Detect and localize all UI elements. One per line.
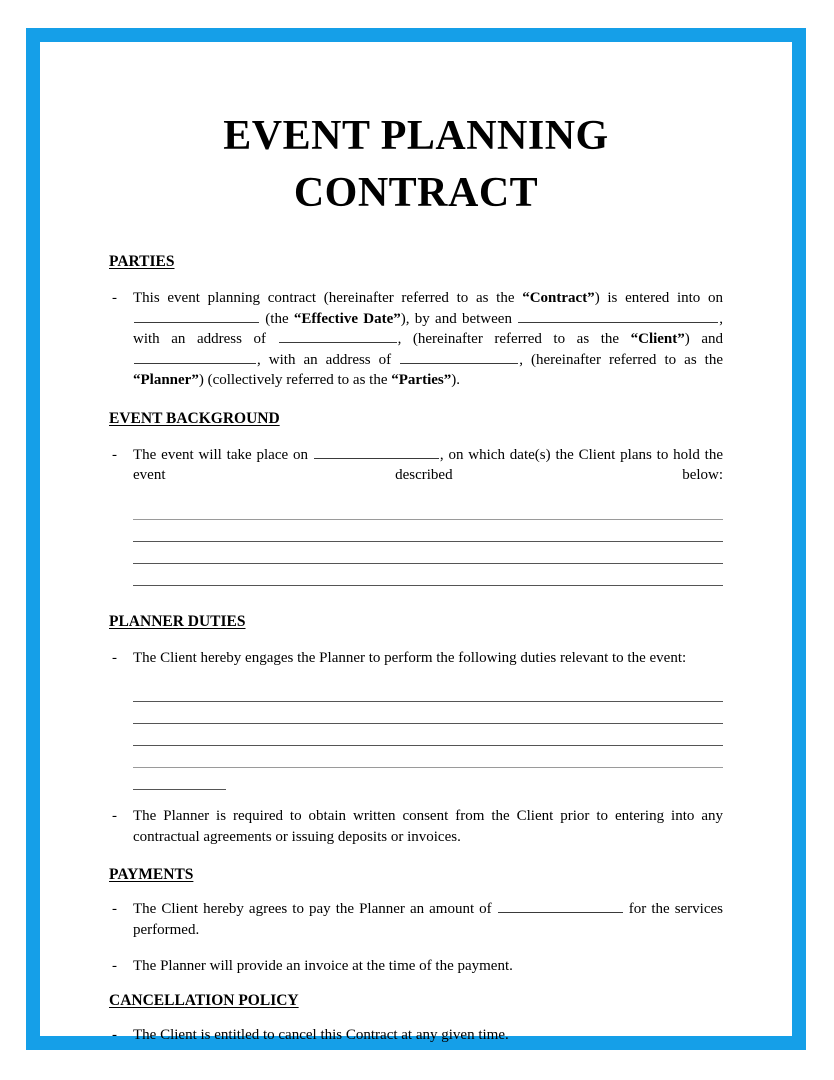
answer-line[interactable] bbox=[133, 520, 723, 542]
blank-client-name[interactable] bbox=[518, 309, 718, 323]
text-fragment: , (hereinafter referred to as the bbox=[397, 331, 631, 347]
document-content bbox=[109, 108, 723, 1045]
spacer bbox=[109, 668, 723, 680]
answer-line[interactable] bbox=[133, 746, 723, 768]
spacer bbox=[109, 391, 723, 409]
term-planner: “Planner” bbox=[133, 372, 199, 388]
term-client: “Client” bbox=[630, 331, 685, 347]
spacer bbox=[109, 272, 723, 288]
section-heading-planner-duties: PLANNER DUTIES bbox=[109, 612, 246, 630]
answer-line[interactable] bbox=[133, 542, 723, 564]
parties-clause bbox=[109, 288, 723, 391]
text-fragment: This event planning contract (hereinafter referred to as the bbox=[133, 290, 523, 306]
text-fragment: ) is entered into on bbox=[594, 290, 723, 306]
spacer bbox=[109, 885, 723, 899]
planner-duties-text-1: The Client hereby engages the Planner to perform the following duties relevant to the event: bbox=[133, 649, 687, 666]
answer-line[interactable] bbox=[133, 498, 723, 520]
cancellation-policy-text-1: The Client is entitled to cancel this Contract at any given time. bbox=[133, 1026, 509, 1043]
text-fragment: ) (collectively referred to as the bbox=[198, 372, 392, 388]
blank-payment-amount[interactable] bbox=[498, 899, 623, 913]
spacer bbox=[109, 486, 723, 498]
text-fragment: , on which date(s) the Client plans to hold the bbox=[439, 446, 724, 463]
text-fragment: with an address of bbox=[133, 331, 278, 347]
answer-line[interactable] bbox=[133, 564, 723, 586]
section-heading-cancellation-policy: CANCELLATION POLICY bbox=[109, 991, 299, 1009]
spacer bbox=[109, 977, 723, 991]
bullet-marker: - bbox=[112, 1026, 117, 1043]
section-heading-event-background: EVENT BACKGROUND bbox=[109, 409, 280, 427]
spacer bbox=[109, 632, 723, 648]
blank-client-address[interactable] bbox=[279, 329, 397, 343]
answer-line-short[interactable] bbox=[133, 768, 226, 790]
section-heading-parties: PARTIES bbox=[109, 253, 175, 270]
bullet-marker: - bbox=[112, 901, 117, 917]
section-heading-payments: PAYMENTS bbox=[109, 866, 194, 883]
planner-duties-clause-2 bbox=[109, 806, 723, 847]
answer-line[interactable] bbox=[133, 680, 723, 702]
event-background-clause bbox=[109, 445, 723, 486]
blank-planner-name[interactable] bbox=[134, 350, 256, 364]
planner-duties-clause-1 bbox=[109, 648, 723, 669]
spacer bbox=[109, 847, 723, 865]
blank-planner-address[interactable] bbox=[400, 350, 518, 364]
parties-line-3 bbox=[133, 329, 723, 350]
cancellation-policy-clause-1 bbox=[109, 1025, 723, 1046]
parties-line-4 bbox=[133, 350, 723, 371]
text-fragment: , bbox=[719, 310, 723, 327]
text-fragment: The event will take place on bbox=[133, 446, 308, 463]
spacer bbox=[109, 790, 723, 806]
parties-line-5 bbox=[133, 370, 723, 391]
text-fragment: (the bbox=[265, 310, 294, 327]
text-fragment: event bbox=[133, 467, 166, 483]
title-line-1: EVENT PLANNING bbox=[223, 113, 609, 159]
bullet-marker: - bbox=[112, 808, 117, 824]
parties-line-1 bbox=[133, 288, 723, 309]
term-contract: “Contract” bbox=[522, 290, 595, 306]
payments-text-2: The Planner will provide an invoice at the time of the payment. bbox=[133, 958, 513, 974]
payments-line-2: performed. bbox=[133, 921, 200, 938]
spacer bbox=[109, 1011, 723, 1025]
answer-line[interactable] bbox=[133, 724, 723, 746]
bullet-marker: - bbox=[112, 958, 117, 974]
bullet-marker: - bbox=[112, 446, 117, 463]
planner-duties-text-2: The Planner is required to obtain written consent from the Client prior to entering into any contractual agreements or issuing deposits or invoices. bbox=[133, 808, 723, 845]
text-fragment: ) and bbox=[684, 331, 723, 347]
term-effective-date: “Effective Date” bbox=[293, 310, 401, 327]
blank-event-date[interactable] bbox=[314, 445, 439, 459]
spacer bbox=[109, 429, 723, 445]
bullet-marker: - bbox=[112, 649, 117, 666]
text-fragment: ), by and between bbox=[400, 310, 512, 327]
payments-line-1 bbox=[133, 899, 723, 920]
event-background-line-2 bbox=[133, 465, 723, 486]
spacer bbox=[109, 586, 723, 612]
event-background-answer-lines bbox=[109, 498, 723, 586]
answer-line[interactable] bbox=[133, 702, 723, 724]
blank-effective-date[interactable] bbox=[134, 309, 259, 323]
planner-duties-answer-lines bbox=[109, 680, 723, 790]
parties-line-2 bbox=[133, 309, 723, 330]
event-background-line-1 bbox=[133, 445, 723, 466]
text-fragment: below: bbox=[682, 467, 724, 483]
text-fragment: , (hereinafter referred to as the bbox=[519, 351, 724, 368]
text-fragment: ). bbox=[451, 372, 460, 388]
term-parties: “Parties” bbox=[391, 372, 452, 388]
payments-clause-2 bbox=[109, 956, 723, 977]
text-fragment: , with an address of bbox=[257, 351, 400, 368]
payments-clause-1 bbox=[109, 899, 723, 940]
spacer bbox=[109, 940, 723, 956]
text-fragment: The Client hereby agrees to pay the Planner an amount of bbox=[133, 901, 492, 917]
page-title bbox=[109, 108, 723, 222]
title-line-2: CONTRACT bbox=[293, 170, 539, 216]
bullet-marker: - bbox=[112, 290, 117, 306]
text-fragment: described bbox=[395, 467, 453, 483]
text-fragment: for the services bbox=[628, 901, 723, 917]
